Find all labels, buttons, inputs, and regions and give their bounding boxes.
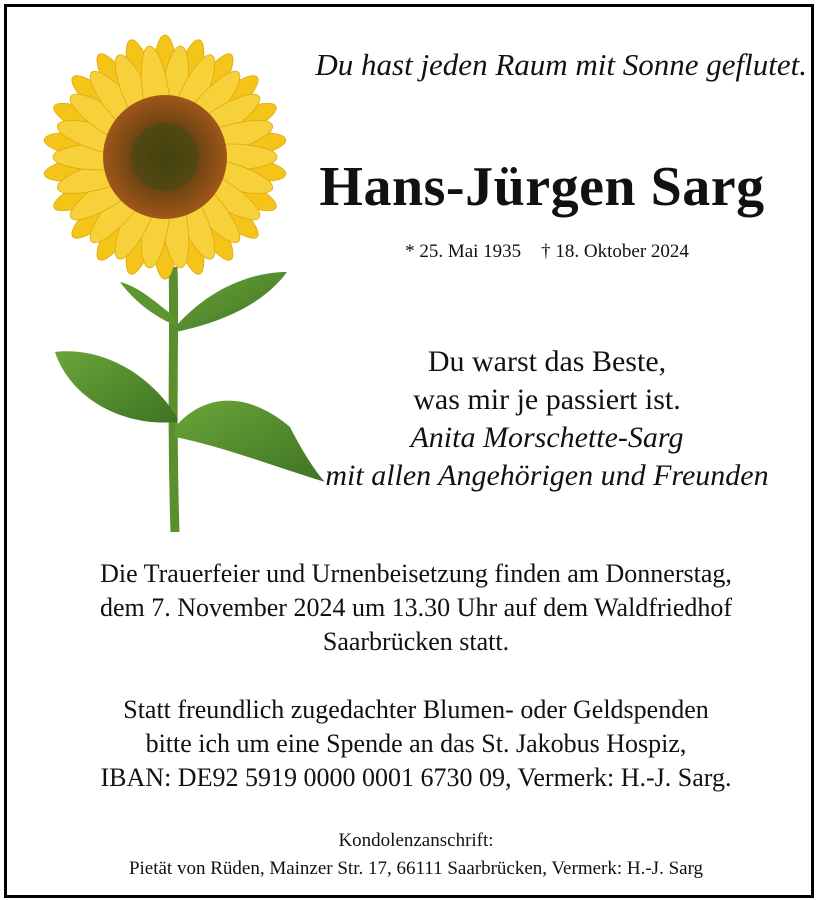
death-date: † 18. Oktober 2024: [541, 241, 689, 262]
quote-block: [287, 343, 807, 495]
donation-line: bitte ich um eine Spende an das St. Jakobus Hospiz,: [145, 729, 687, 758]
ceremony-line: dem 7. November 2024 um 13.30 Uhr auf dem Waldfriedhof: [99, 593, 733, 622]
ceremony-line: Die Trauerfeier und Urnenbeisetzung finden am Donnerstag,: [100, 559, 732, 588]
signature-line: mit allen Angehörigen und Freunden: [325, 459, 769, 492]
donation-line: IBAN: DE92 5919 0000 0001 6730 09, Vermerk: H.-J. Sarg.: [100, 763, 732, 792]
quote-line: was mir je passiert ist.: [413, 383, 681, 416]
notice-frame: [4, 4, 814, 898]
motto: Du hast jeden Raum mit Sonne geflutet.: [315, 47, 807, 82]
donation-line: Statt freundlich zugedachter Blumen- oder Geldspenden: [123, 695, 709, 724]
quote-line: Du warst das Beste,: [427, 345, 667, 378]
signature-line: Anita Morschette-Sarg: [410, 421, 684, 454]
address-text: Pietät von Rüden, Mainzer Str. 17, 66111 Saarbrücken, Vermerk: H.-J. Sarg: [128, 858, 704, 879]
life-dates: [337, 241, 757, 263]
birth-date: * 25. Mai 1935: [405, 241, 522, 262]
ceremony-info: [17, 557, 815, 659]
address-label: Kondolenzanschrift:: [338, 830, 494, 851]
donation-info: [17, 693, 815, 795]
deceased-name: Hans-Jürgen Sarg: [319, 156, 765, 218]
condolence-address: [17, 827, 815, 883]
ceremony-line: Saarbrücken statt.: [322, 627, 510, 656]
